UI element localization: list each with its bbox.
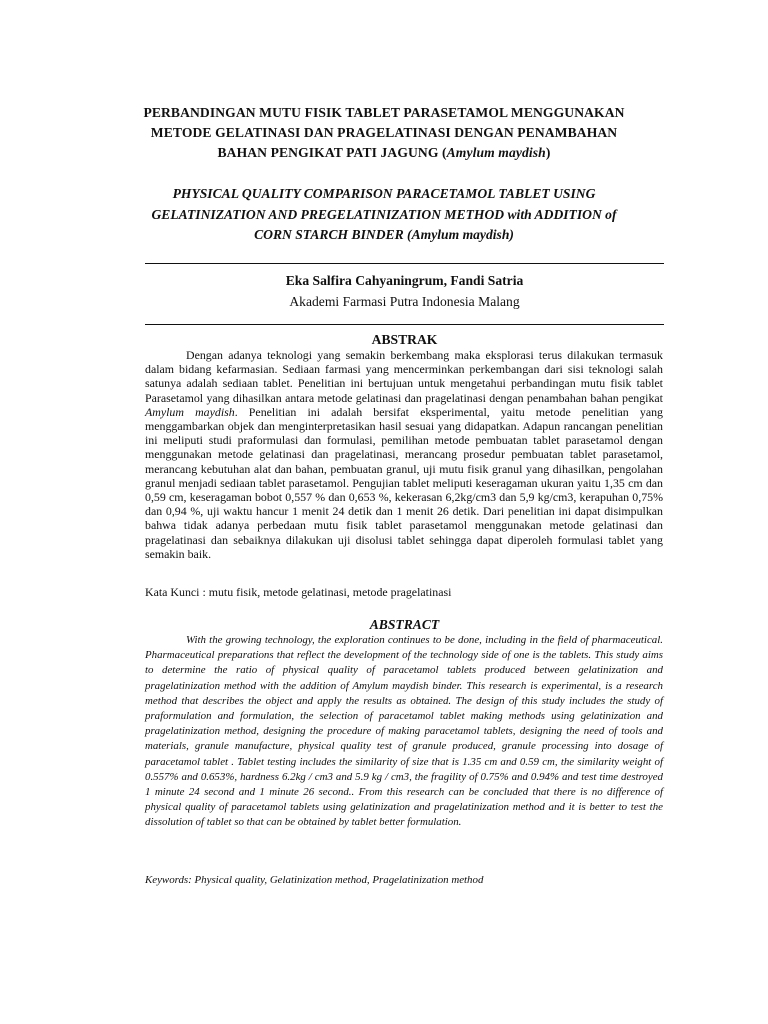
title-indonesian-line-3-end: ) bbox=[545, 145, 551, 160]
title-english-line-1: PHYSICAL QUALITY COMPARISON PARACETAMOL TABLET USING bbox=[172, 186, 596, 201]
title-indonesian-species-name: Amylum maydish bbox=[446, 145, 546, 160]
top-divider bbox=[145, 263, 664, 264]
abstrak-text-end: . Penelitian ini adalah bersifat eksperimental, yaitu metode penelitian yang menggambarkan objek dan menginterpretasikan hasil sesuai yang didapatkan. Adapun rancangan penelitian ini meliputi studi praformulasi dan formulasi, pemilihan metode pembuatan tablet parasetamol dengan menggunakan metode gelatinasi dan pragelatinasi, merancang prosedur pembuatan tablet parasetamol, merancang kebutuhan alat dan bahan, pembuatan granul, uji mutu fisik granul yang dihasilkan, pengolahan granul menjadi sediaan tablet parasetamol. Pengujian tablet meliputi keseragaman ukuran yaitu 1,35 cm dan 0,59 cm, keseragaman bobot 0,557 % dan 0,653 %, kekerasan 6,2kg/cm3 dan 5,9 kg/cm3, kerapuhan 0,75% dan 0,94 %, uji waktu hancur 1 menit 24 detik dan 1 menit 26 detik. Dari penelitian ini dapat disimpulkan bahwa tidak adanya perbedaan mutu fisik tablet parasetamol menggunakan metode gelatinasi dan pragelatinasi dan sebaiknya dilakukan uji disolusi tablet sehingga dapat diperoleh formulasi tablet yang semakin baik. bbox=[145, 404, 663, 561]
kata-kunci: Kata Kunci : mutu fisik, metode gelatinasi, metode pragelatinasi bbox=[145, 585, 452, 599]
abstract-body bbox=[145, 633, 663, 831]
authors: Eka Salfira Cahyaningrum, Fandi Satria bbox=[285, 273, 524, 288]
keywords: Keywords: Physical quality, Gelatinization method, Pragelatinization method bbox=[145, 874, 484, 886]
title-indonesian-line-1: PERBANDINGAN MUTU FISIK TABLET PARASETAMOL MENGGUNAKAN bbox=[143, 105, 625, 120]
title-indonesian-line-3-start: BAHAN PENGIKAT PATI JAGUNG ( bbox=[217, 145, 447, 160]
title-indonesian-line-2: METODE GELATINASI DAN PRAGELATINASI DENGAN PENAMBAHAN bbox=[150, 125, 618, 140]
abstrak-species-name: Amylum maydish bbox=[145, 404, 235, 419]
title-english-line-2: GELATINIZATION AND PREGELATINIZATION METHOD with ADDITION of bbox=[151, 206, 617, 222]
abstract-paragraph: With the growing technology, the exploration continues to be done, including in the field of pharmaceutical. Pharmaceutical preparations that reflect the development of the technology side of one is the tablets. This study aims to determine the ratio of physical quality of paracetamol tablets produced between gelatinization and pragelatinization method with the addition of Amylum maydish binder. This research is experimental, is a research method that describes the object and apply the results as obtained. The design of this study includes the study of praformulation and formulation, the selection of paracetamol tablet making methods using gelatinization and pragelatinization method, designing the procedure of making paracetamol tablets, designing the need of tools and materials, granule manufacture, physical quality test of granule produced, granule processing into dosage of paracetamol tablet . Tablet testing includes the similarity of size that is 1.35 cm and 0.59 cm, the similarity weight of 0.557% and 0.653%, hardness 6.2kg / cm3 and 5.9 kg / cm3, the fragility of 0.75% and 0.94% and test time destroyed 1 minute 24 second and 1 minute 26 second.. From this research can be concluded that there is no difference of physical quality of paracetamol tablets using gelatinization and pragelatinization method and it is better to test the dissolution of tablet so that can be obtained by tablet better formulation. bbox=[145, 634, 663, 829]
title-english-line-3: CORN STARCH BINDER (Amylum maydish) bbox=[254, 227, 514, 242]
title-indonesian bbox=[120, 103, 648, 163]
bottom-divider bbox=[145, 324, 664, 325]
abstrak-heading: ABSTRAK bbox=[371, 332, 438, 347]
abstrak-body bbox=[145, 348, 663, 561]
abstract-heading: ABSTRACT bbox=[369, 617, 440, 632]
abstrak-text-start: Dengan adanya teknologi yang semakin berkembang maka eksplorasi terus dilakukan termasuk dalam bidang kefarmasian. Sediaan farmasi yang mencerminkan perkembangan dari sisi teknologi salah satunya adalah sediaan tablet. Penelitian ini bertujuan untuk mengetahui perbandingan mutu fisik tablet Parasetamol yang dihasilkan antara metode gelatinasi dan pragelatinasi dengan penambahan bahan pengikat bbox=[145, 348, 663, 405]
affiliation: Akademi Farmasi Putra Indonesia Malang bbox=[289, 294, 520, 309]
title-indonesian-line-3 bbox=[120, 143, 648, 163]
title-english bbox=[120, 184, 648, 246]
abstrak-paragraph bbox=[145, 348, 663, 561]
